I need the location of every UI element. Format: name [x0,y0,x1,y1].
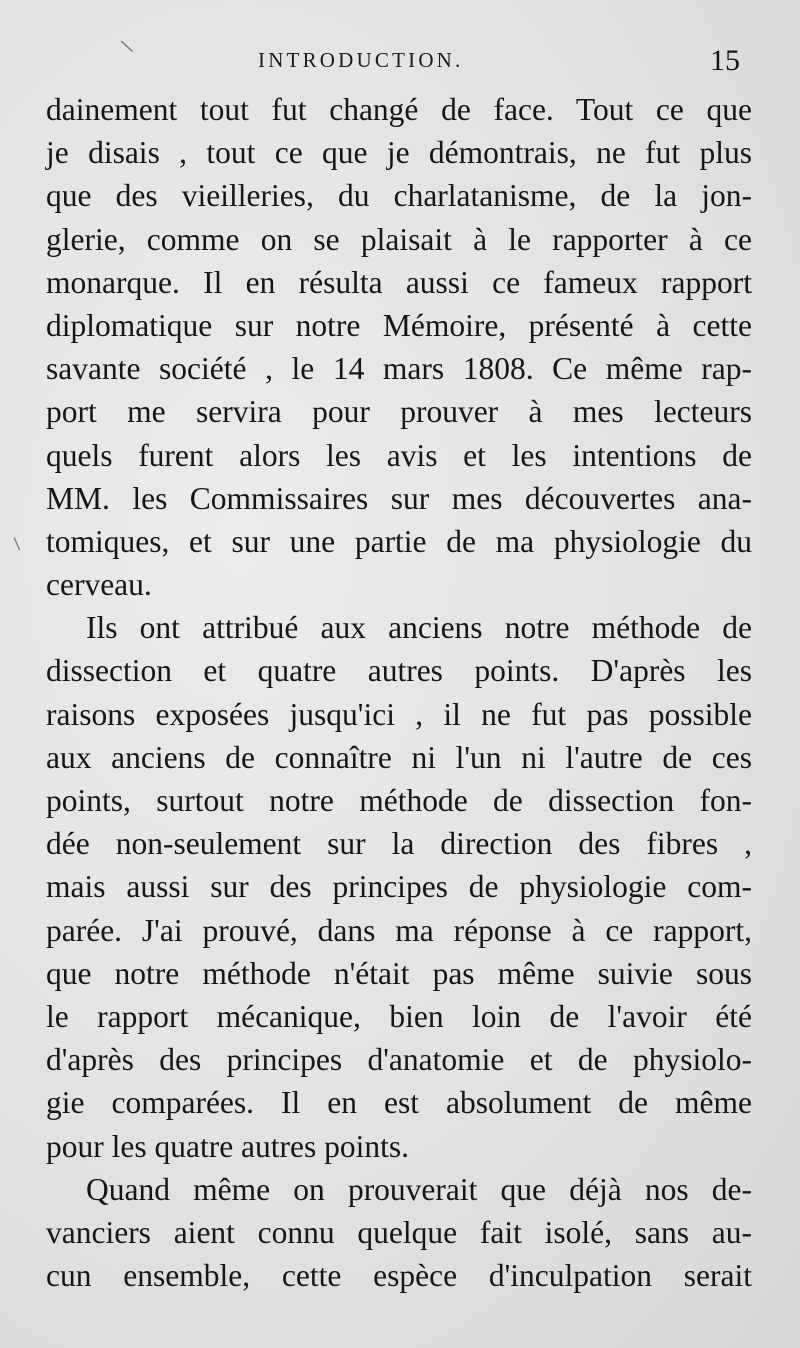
stray-mark: \ [119,35,135,58]
body-text [46,88,752,1297]
text-line: pour les quatre autres points. [46,1128,410,1164]
running-title: INTRODUCTION. [258,48,464,72]
text-line: vanciers aient connu quelque fait isolé, sans au- [46,1214,752,1250]
text-line: que des vieilleries, du charlatanisme, de la jon- [46,178,752,214]
text-line: quels furent alors les avis et les intentions de [46,437,752,473]
text-line: raisons exposées jusqu'ici , il ne fut pas possible [46,696,752,732]
paragraph-3 [46,1168,752,1298]
stray-mark: / [8,534,25,553]
text-line: points, surtout notre méthode de dissection fon- [46,783,752,818]
text-line: cun ensemble, cette espèce d'inculpation serait [46,1258,752,1294]
text-line: mais aussi sur des principes de physiologie com- [46,869,752,905]
text-line: d'après des principes d'anatomie et de physiolo- [46,1042,752,1078]
text-line: dée non-seulement sur la direction des fibres , [46,826,752,862]
text-line: gie comparées. Il en est absolument de même [46,1085,752,1121]
text-line: tomiques, et sur une partie de ma physiologie du [46,523,752,559]
page-header [0,44,800,80]
text-line: Ils ont attribué aux anciens notre méthode de [86,610,752,646]
text-line: savante société , le 14 mars 1808. Ce même rap- [46,351,752,387]
text-line: port me servira pour prouver à mes lecteurs [46,394,752,430]
text-line: cerveau. [46,567,152,603]
text-line: Quand même on prouverait que déjà nos de- [86,1171,752,1207]
text-line: MM. les Commissaires sur mes découvertes ana- [46,480,752,516]
text-line: glerie, comme on se plaisait à le rapporter à ce [46,221,752,257]
text-line: parée. J'ai prouvé, dans ma réponse à ce rapport, [46,912,752,948]
text-line: le rapport mécanique, bien loin de l'avoir été [46,998,752,1034]
text-line: je disais , tout ce que je démontrais, ne fut plus [46,135,752,171]
text-line: aux anciens de connaître ni l'un ni l'autre de ces [46,739,752,775]
paragraph-1 [46,88,752,606]
text-line: diplomatique sur notre Mémoire, présenté à cette [46,307,752,343]
text-line: que notre méthode n'était pas même suivie sous [46,955,752,991]
text-line: dissection et quatre autres points. D'après les [46,653,752,689]
page-number: 15 [710,44,740,77]
paragraph-2 [46,606,752,1167]
text-line: dainement tout fut changé de face. Tout ce que [46,92,752,127]
text-line: monarque. Il en résulta aussi ce fameux rapport [46,264,752,300]
